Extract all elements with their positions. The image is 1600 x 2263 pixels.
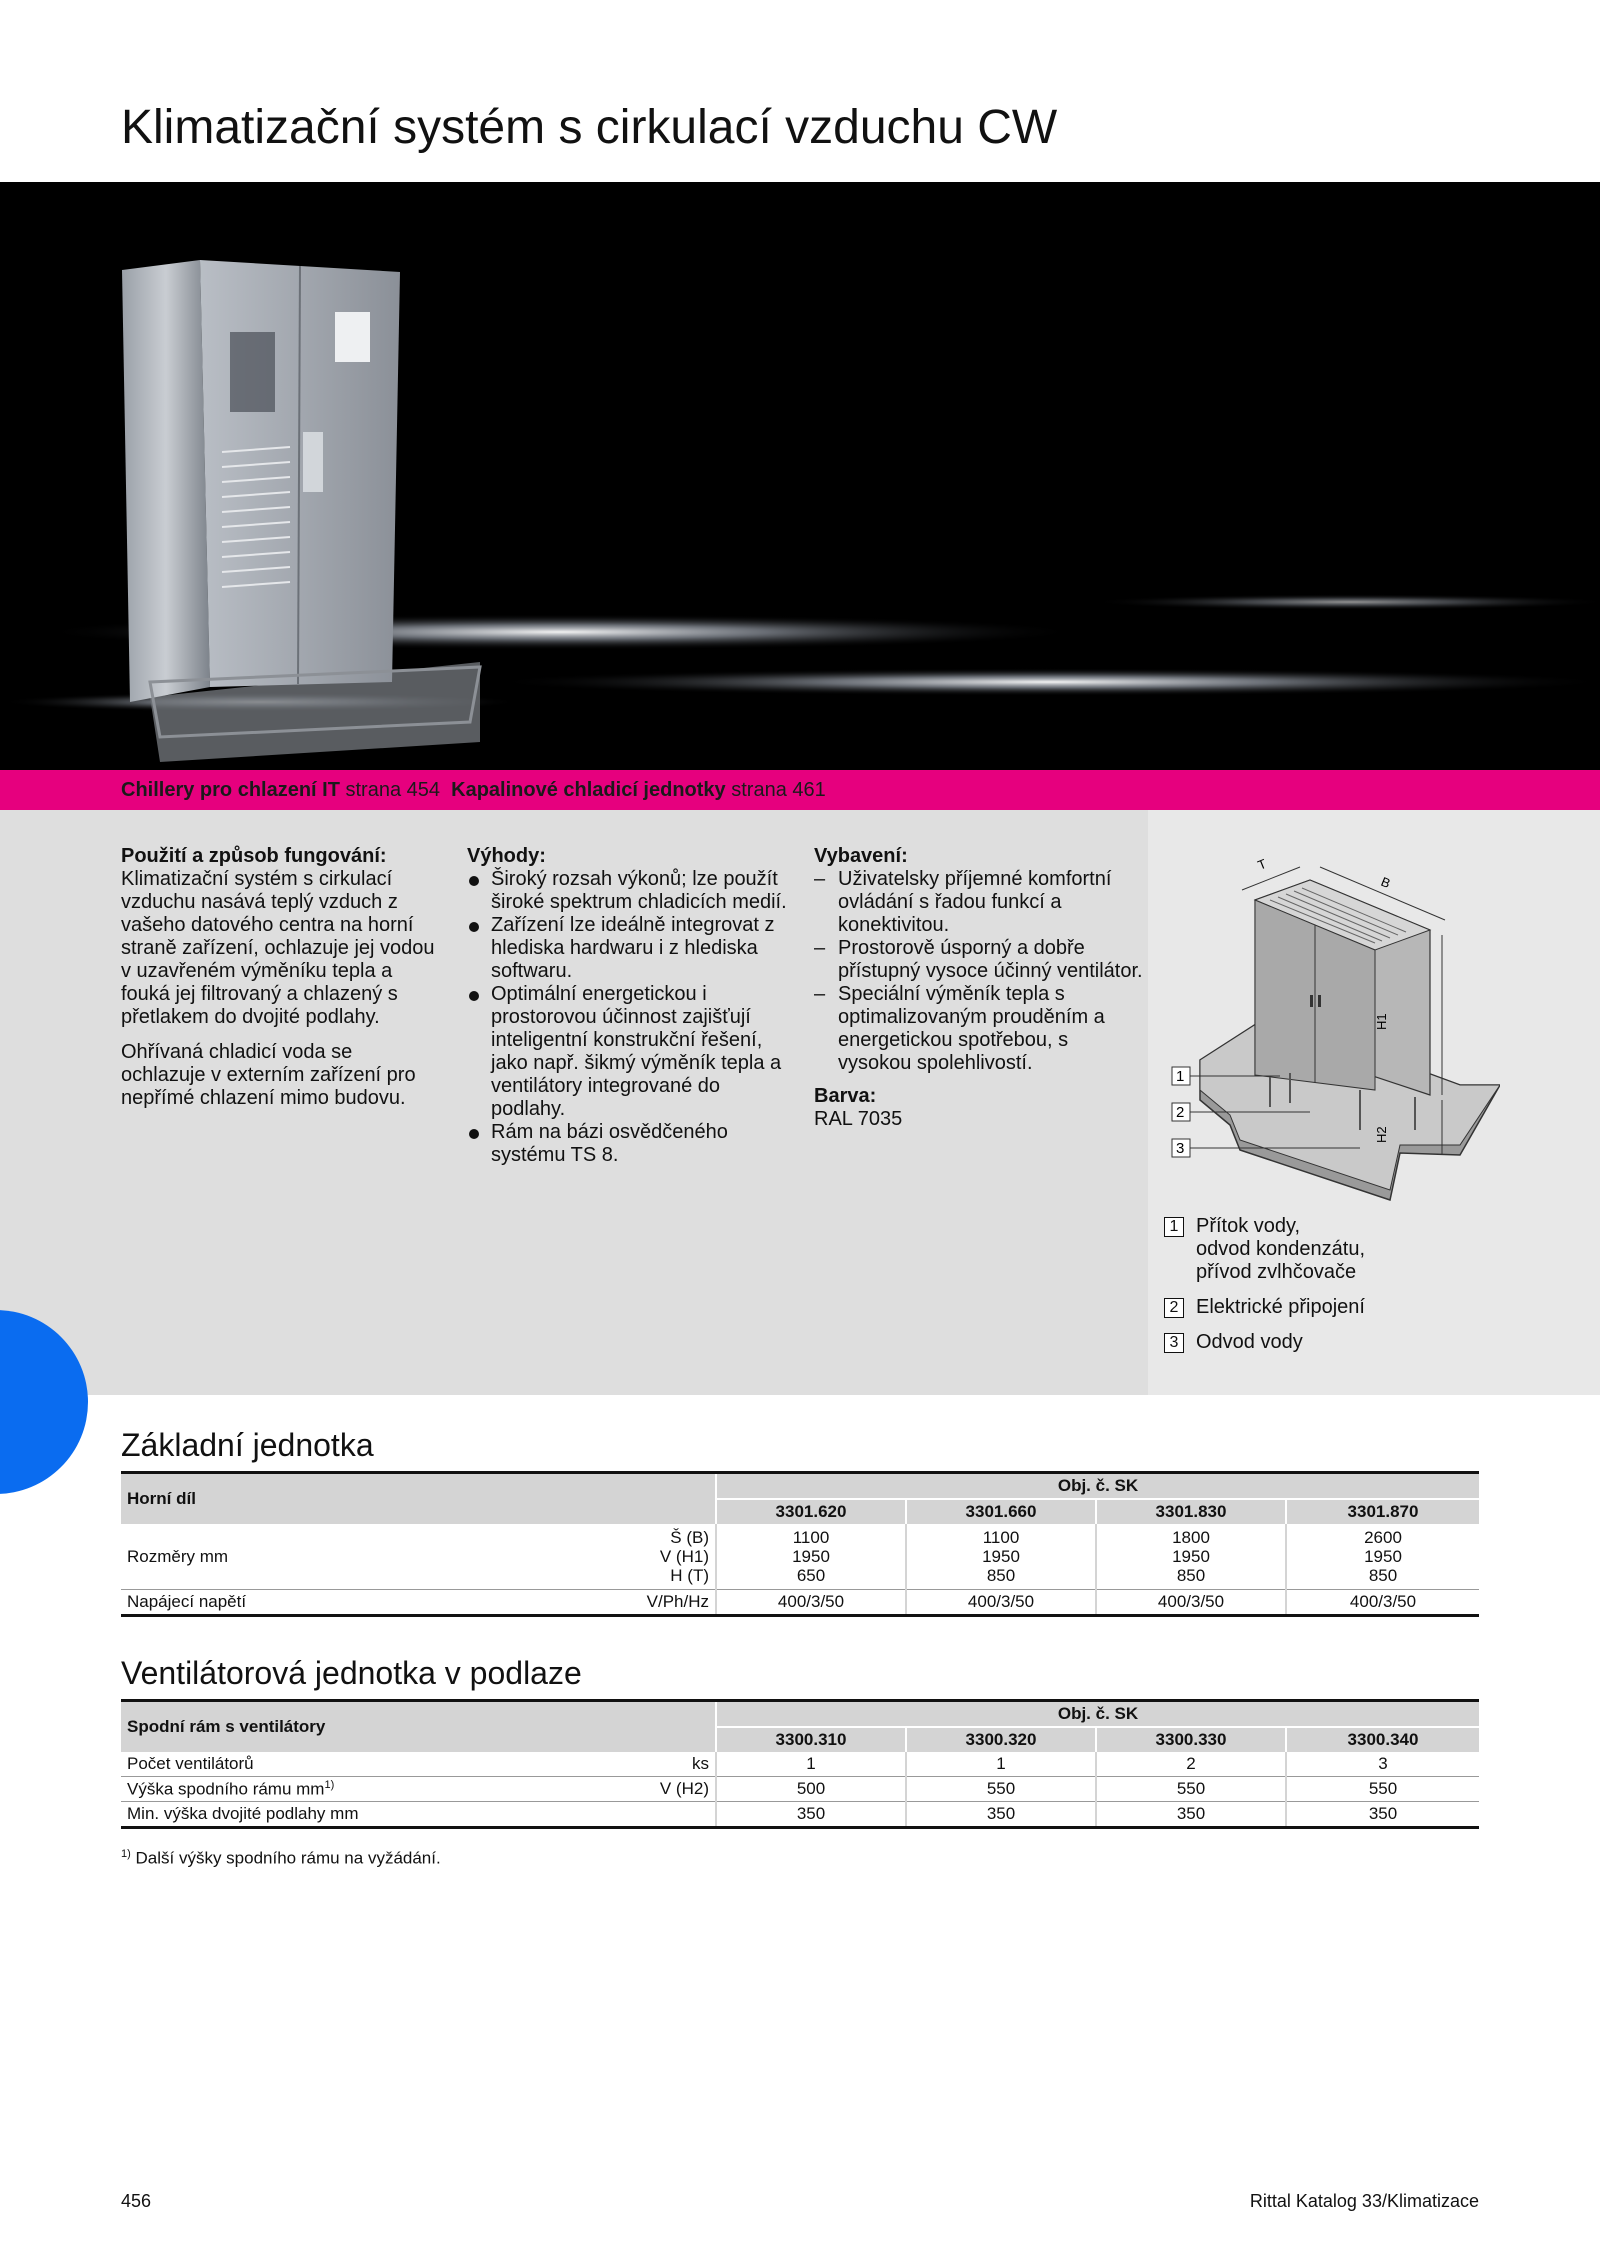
table-head-label: Horní díl (121, 1473, 716, 1525)
advantages-list (467, 868, 797, 1167)
advantage-item: Široký rozsah výkonů; lze použít široké spektrum chladicích medií. (467, 868, 797, 914)
order-number-header: Obj. č. SK (716, 1473, 1479, 1500)
page-title: Klimatizační systém s cirkulací vzduchu CW (121, 101, 1058, 154)
cell: 350 (906, 1802, 1096, 1828)
page-number: 456 (121, 2191, 152, 2211)
dim-t-label: T (1255, 855, 1269, 873)
cell: 550 (906, 1777, 1096, 1802)
legend-number: 1 (1164, 1217, 1184, 1237)
equipment-item: – Prostorově úsporný a dobře přístupný vysoce účinný ventilátor. (814, 937, 1144, 983)
cell: 1 (716, 1752, 906, 1777)
cell: 350 (716, 1802, 906, 1828)
legend-text: Elektrické připojení (1196, 1296, 1365, 1318)
cell: 1100 (982, 1528, 1020, 1547)
cell: 400/3/50 (1096, 1590, 1286, 1616)
basic-unit-table (121, 1471, 1479, 1617)
unit-label: Š (B) (670, 1528, 709, 1547)
row-label: Počet ventilátorů (127, 1754, 254, 1773)
hero-product-photo (0, 182, 1600, 770)
table-head-label: Spodní rám s ventilátory (121, 1701, 716, 1753)
unit-label: V (H1) (659, 1547, 709, 1566)
model-number: 3300.320 (906, 1727, 1096, 1752)
color-value: RAL 7035 (814, 1108, 903, 1130)
crossref-chillers-page: strana 454 (339, 779, 441, 801)
cell: 2 (1096, 1752, 1286, 1777)
crossref-liquid-cooling-page: strana 461 (725, 779, 826, 801)
advantages-column (467, 845, 797, 1167)
table-row (121, 1524, 1479, 1590)
crossref-chillers-link[interactable]: Chillery pro chlazení IT (121, 779, 340, 801)
unit-label: ks (692, 1754, 709, 1773)
color-heading: Barva: (814, 1085, 877, 1107)
table-row (121, 1777, 1479, 1802)
model-number: 3300.340 (1286, 1727, 1479, 1752)
unit-label: V/Ph/Hz (646, 1592, 709, 1611)
cell: 850 (1368, 1566, 1398, 1585)
advantage-item: Zařízení lze ideálně integrovat z hlediska hardwaru i z hlediska softwaru. (467, 914, 797, 983)
table-row (121, 1590, 1479, 1616)
legend-text: odvod kondenzátu, (1196, 1238, 1366, 1260)
footnote-text: Další výšky spodního rámu na vyžádání. (130, 1848, 441, 1868)
cell: 1950 (1172, 1547, 1210, 1566)
row-label: Rozměry mm (127, 1546, 229, 1566)
usage-paragraph-2: Ohřívaná chladicí voda se ochlazuje v externím zařízení pro nepřímé chlazení mimo budovu. (121, 1041, 416, 1109)
cell: 400/3/50 (1286, 1590, 1479, 1616)
unit-label: V (H2) (659, 1778, 709, 1798)
row-label: Napájecí napětí (127, 1592, 247, 1611)
cell: 1950 (982, 1547, 1020, 1566)
equipment-heading: Vybavení: (814, 845, 908, 867)
cell: 500 (716, 1777, 906, 1802)
legend-number: 3 (1164, 1333, 1184, 1353)
model-number: 3300.330 (1096, 1727, 1286, 1752)
section-title-basic-unit: Základní jednotka (121, 1427, 374, 1463)
dim-h1-label: H1 (1374, 1013, 1389, 1030)
equipment-list (814, 868, 1144, 1075)
crossref-bar (0, 770, 1600, 810)
cell: 850 (1176, 1566, 1206, 1585)
cell: 400/3/50 (716, 1590, 906, 1616)
order-number-header: Obj. č. SK (716, 1701, 1479, 1728)
cell: 850 (986, 1566, 1016, 1585)
section-title-floor-fan-unit: Ventilátorová jednotka v podlaze (121, 1655, 582, 1691)
dimension-diagram (1160, 845, 1500, 1205)
crossref-liquid-cooling-link[interactable]: Kapalinové chladicí jednotky (451, 779, 726, 801)
cell: 550 (1286, 1777, 1479, 1802)
model-number: 3300.310 (716, 1727, 906, 1752)
footnote (121, 1848, 441, 1869)
usage-column (121, 845, 436, 1122)
legend-item (1164, 1331, 1365, 1354)
cell: 1100 (792, 1528, 830, 1547)
unit-label: H (T) (670, 1566, 709, 1585)
catalog-name: Rittal Katalog 33/Klimatizace (1249, 2191, 1479, 2211)
footnote-ref: 1) (324, 1778, 335, 1791)
equipment-column (814, 845, 1144, 1143)
diagram-legend (1164, 1215, 1365, 1366)
legend-item (1164, 1296, 1365, 1319)
floor-fan-unit-table (121, 1699, 1479, 1829)
advantages-heading: Výhody: (467, 845, 546, 867)
table-row (121, 1752, 1479, 1777)
model-number: 3301.620 (716, 1499, 906, 1524)
cell: 350 (1286, 1802, 1479, 1828)
cell: 1 (906, 1752, 1096, 1777)
cell: 400/3/50 (906, 1590, 1096, 1616)
equipment-item: – Uživatelsky příjemné komfortní ovládání s řadou funkcí a konektivitou. (814, 868, 1144, 937)
cell: 1950 (792, 1547, 830, 1566)
row-label: Min. výška dvojité podlahy mm (127, 1804, 359, 1823)
cell: 550 (1096, 1777, 1286, 1802)
callout-3: 3 (1176, 1140, 1185, 1157)
cell: 1800 (1172, 1528, 1210, 1547)
legend-item (1164, 1215, 1365, 1284)
cell: 3 (1286, 1752, 1479, 1777)
model-number: 3301.830 (1096, 1499, 1286, 1524)
model-number: 3301.870 (1286, 1499, 1479, 1524)
usage-paragraph-1: Klimatizační systém s cirkulací vzduchu nasává teplý vzduch z vašeho datového centra na horní straně zařízení, ochlazuje jej vodou v uzavřeném výměníku tepla a fouká jej filtrovaný a chlazený s přetlakem do dvojité podlahy. (121, 868, 435, 1028)
dim-b-label: B (1378, 873, 1393, 892)
advantage-item: Optimální energetickou i prostorovou účinnost zajišťují inteligentní konstrukční řešení, jako např. šikmý výměník tepla a ventilátory integrované do podlahy. (467, 983, 797, 1121)
callout-1: 1 (1176, 1068, 1185, 1085)
advantage-item: Rám na bázi osvědčeného systému TS 8. (467, 1121, 797, 1167)
model-number: 3301.660 (906, 1499, 1096, 1524)
cell: 650 (796, 1566, 826, 1585)
row-label: Výška spodního rámu mm (127, 1779, 325, 1799)
callout-2: 2 (1176, 1104, 1185, 1121)
cell: 1950 (1364, 1547, 1402, 1566)
legend-text: přívod zvlhčovače (1196, 1261, 1357, 1283)
footnote-marker: 1) (121, 1848, 131, 1860)
dim-h2-label: H2 (1374, 1126, 1389, 1143)
legend-number: 2 (1164, 1298, 1184, 1318)
equipment-item: – Speciální výměník tepla s optimalizovaným prouděním a energetickou spotřebou, s vysokou spolehlivostí. (814, 983, 1144, 1075)
legend-text: Odvod vody (1196, 1331, 1303, 1353)
legend-text: Přítok vody, (1196, 1215, 1301, 1237)
usage-heading: Použití a způsob fungování: (121, 845, 387, 867)
table-row (121, 1802, 1479, 1828)
cell: 350 (1096, 1802, 1286, 1828)
cell: 2600 (1364, 1528, 1402, 1547)
